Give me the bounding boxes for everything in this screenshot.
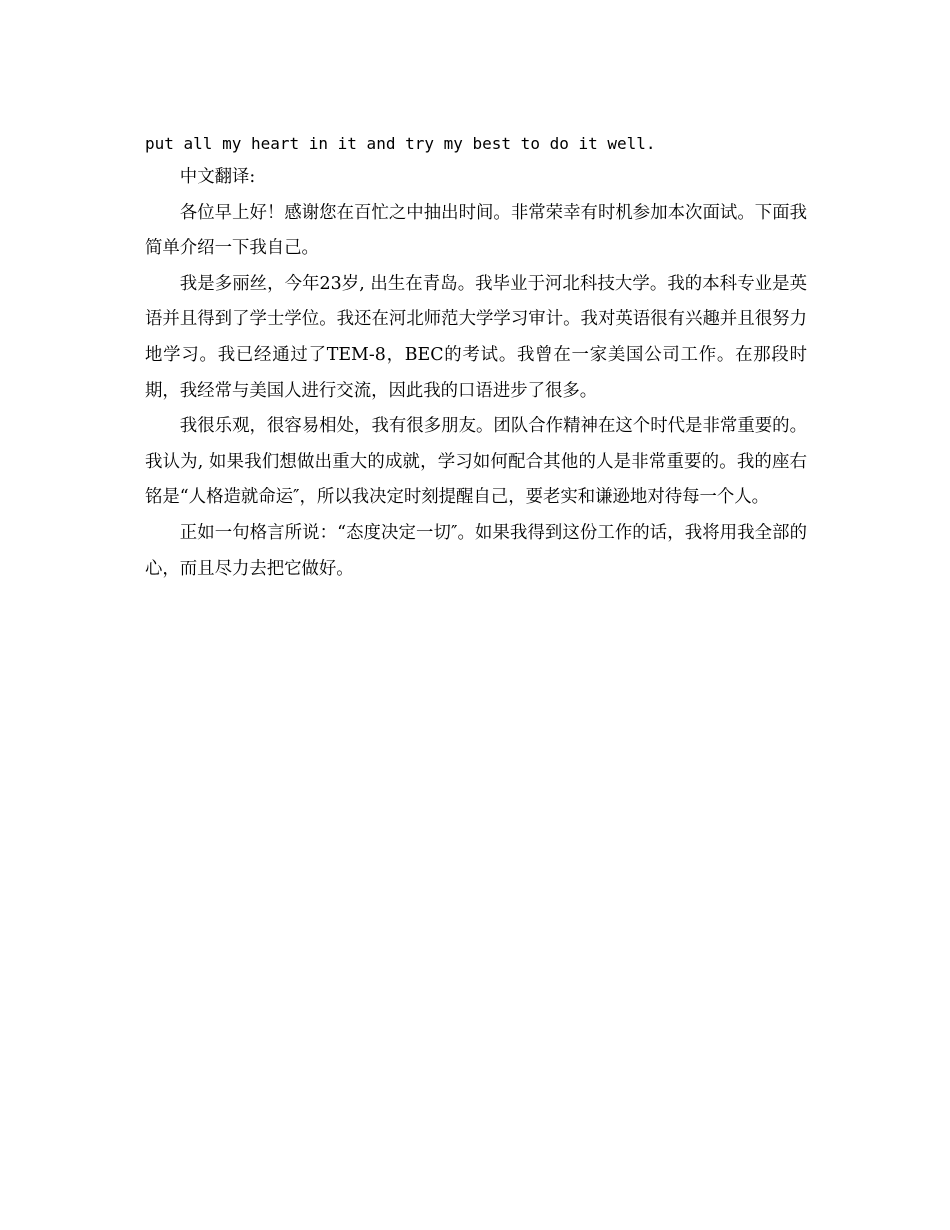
translation-heading: 中文翻译: — [179, 167, 256, 187]
english-text-line: put all my heart in it and try my best to do it well. — [145, 134, 656, 153]
paragraph-closing: 正如一句格言所说：“态度决定一切″。如果我得到这份工作的话，我将用我全部的心，而且尽力去把它做好。 — [145, 522, 807, 579]
paragraph-personality: 我很乐观，很容易相处，我有很多朋友。团队合作精神在这个时代是非常重要的。我认为, 如果我们想做出重大的成就，学习如何配合其他的人是非常重要的。我的座右铭是“人格造就命运″，所以我决定时刻提醒自己，要老实和谦逊地对待每一个人。 — [145, 416, 807, 508]
paragraph-background: 我是多丽丝，今年23岁, 出生在青岛。我毕业于河北科技大学。我的本科专业是英语并且得到了学士学位。我还在河北师范大学学习审计。我对英语很有兴趣并且很努力地学习。我已经通过了TEM-8，BEC的考试。我曾在一家美国公司工作。在那段时期，我经常与美国人进行交流，因此我的口语进步了很多。 — [145, 273, 807, 401]
paragraph-greeting: 各位早上好！感谢您在百忙之中抽出时间。非常荣幸有时机参加本次面试。下面我简单介绍一下我自己。 — [145, 202, 807, 259]
document-body — [145, 128, 807, 587]
